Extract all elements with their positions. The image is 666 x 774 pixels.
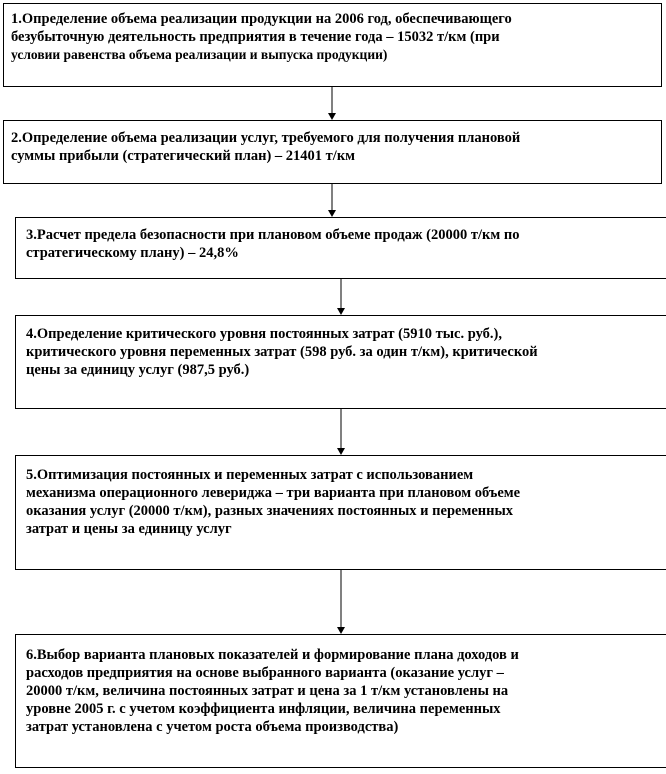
step-6-box (15, 634, 666, 768)
step-6-line-4: уровне 2005 г. с учетом коэффициента инфляции, величина переменных (26, 701, 501, 717)
step-5-line-4: затрат и цены за единицу услуг (26, 521, 232, 537)
step-4-box (15, 315, 666, 409)
step-2-line-2: суммы прибыли (стратегический план) – 21401 т/км (11, 148, 356, 164)
step-1-line-2: безубыточную деятельность предприятия в течение года – 15032 т/км (при (11, 29, 500, 45)
step-5-line-2: механизма операционного левериджа – три варианта при плановом объеме (26, 485, 521, 501)
step-4-line-3: цены за единицу услуг (987,5 руб.) (26, 362, 250, 378)
step-5-line-1: 5.Оптимизация постоянных и переменных затрат с использованием (26, 467, 474, 483)
step-1-line-1: 1.Определение объема реализации продукции на 2006 год, обеспечивающего (11, 11, 512, 27)
step-3-box (15, 217, 666, 279)
step-6-line-2: расходов предприятия на основе выбранного варианта (оказание услуг – (26, 665, 504, 681)
step-1-box (3, 3, 662, 87)
step-6-line-3: 20000 т/км, величина постоянных затрат и цена за 1 т/км установлены на (26, 683, 509, 699)
step-6-line-1: 6.Выбор варианта плановых показателей и формирование плана доходов и (26, 647, 519, 663)
step-3-line-1: 3.Расчет предела безопасности при плановом объеме продаж (20000 т/км по (26, 227, 520, 243)
step-2-box (3, 120, 662, 184)
step-6-line-5: затрат установлена с учетом роста объема производства) (26, 719, 399, 735)
step-5-box (15, 455, 666, 570)
step-2-line-1: 2.Определение объема реализации услуг, требуемого для получения плановой (11, 130, 521, 146)
step-3-line-2: стратегическому плану) – 24,8% (26, 245, 239, 261)
step-4-line-2: критического уровня переменных затрат (598 руб. за один т/км), критической (26, 344, 538, 360)
step-5-line-3: оказания услуг (20000 т/км), разных значениях постоянных и переменных (26, 503, 514, 519)
step-1-line-3: условии равенства объема реализации и выпуска продукции) (11, 47, 388, 62)
step-4-line-1: 4.Определение критического уровня постоянных затрат (5910 тыс. руб.), (26, 326, 503, 342)
